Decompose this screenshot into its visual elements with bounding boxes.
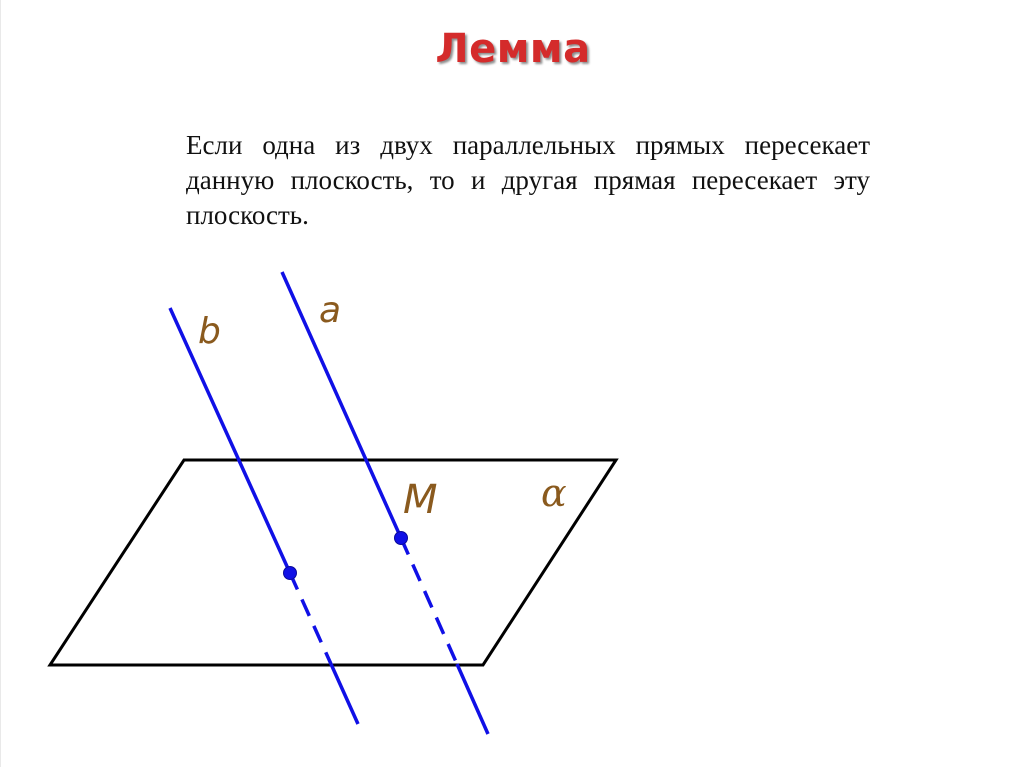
- line-a-solid: [282, 272, 401, 538]
- line-a-label: a: [319, 290, 342, 331]
- point-m-label: M: [403, 477, 438, 523]
- lemma-statement: Если одна из двух параллельных прямых пересекает данную плоскость, то и другая прямая пересекает эту плоскость.: [186, 130, 870, 230]
- lemma-title: Лемма: [435, 26, 591, 72]
- point-m: [395, 532, 408, 545]
- line-b-solid: [170, 308, 290, 573]
- line-b-point: [284, 567, 297, 580]
- parallel-lines-plane-figure: [1, 0, 1024, 767]
- line-a-below: [457, 664, 488, 734]
- plane-alpha: [50, 460, 616, 665]
- line-b-below: [331, 664, 358, 724]
- plane-alpha-label: α: [541, 471, 567, 515]
- line-a-dashed: [401, 538, 457, 664]
- line-b-dashed: [290, 573, 331, 664]
- line-b-label: b: [198, 311, 221, 352]
